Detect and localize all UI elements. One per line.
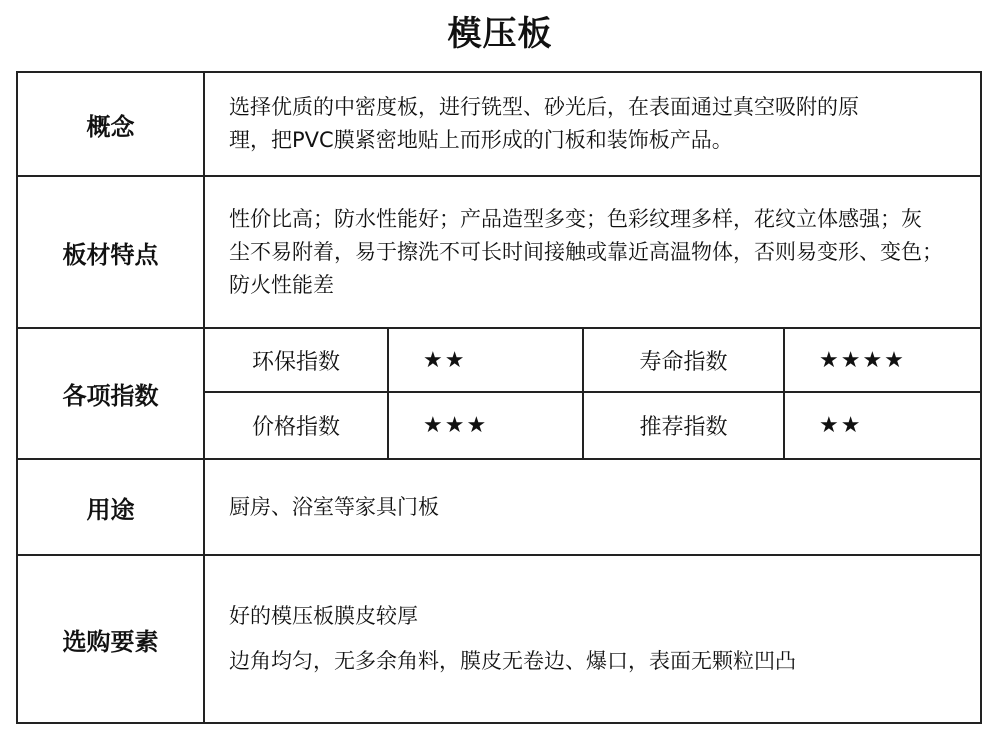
label-buying: 选购要素: [17, 555, 204, 723]
index-name-lifespan: 寿命指数: [583, 328, 784, 392]
content-concept: [204, 72, 981, 176]
features-line-1: 性价比高；防水性能好；产品造型多变；色彩纹理多样，花纹立体感强；灰: [229, 206, 922, 231]
index-stars-recommend: ★★: [784, 392, 981, 459]
page-title: 模压板: [447, 14, 553, 54]
index-name-price: 价格指数: [204, 392, 388, 459]
label-features: 板材特点: [17, 176, 204, 328]
index-name-eco: 环保指数: [204, 328, 388, 392]
usage-text: 厨房、浴室等家具门板: [229, 494, 439, 519]
label-usage: 用途: [17, 459, 204, 555]
features-line-2: 尘不易附着，易于擦洗不可长时间接触或靠近高温物体，否则易变形、变色；: [229, 239, 943, 264]
spec-table: [16, 71, 982, 724]
buying-line-2: 边角均匀，无多余角料，膜皮无卷边、爆口，表面无颗粒凹凸: [229, 649, 796, 673]
label-indices: 各项指数: [17, 328, 204, 459]
label-concept: 概念: [17, 72, 204, 176]
features-line-3: 防火性能差: [229, 272, 334, 297]
row-features: [17, 176, 981, 328]
buying-line-1: 好的模压板膜皮较厚: [229, 604, 418, 628]
index-stars-price: ★★★: [388, 392, 583, 459]
index-stars-lifespan: ★★★★: [784, 328, 981, 392]
row-buying: [17, 555, 981, 723]
concept-line-2: 理，把PVC膜紧密地贴上而形成的门板和装饰板产品。: [229, 128, 733, 152]
concept-line-1: 选择优质的中密度板，进行铣型、砂光后，在表面通过真空吸附的原: [229, 95, 859, 119]
content-features: [204, 176, 981, 328]
row-indices-1: [17, 328, 981, 392]
index-stars-eco: ★★: [388, 328, 583, 392]
content-buying: [204, 555, 981, 723]
index-name-recommend: 推荐指数: [583, 392, 784, 459]
row-concept: [17, 72, 981, 176]
content-usage: [204, 459, 981, 555]
row-usage: [17, 459, 981, 555]
